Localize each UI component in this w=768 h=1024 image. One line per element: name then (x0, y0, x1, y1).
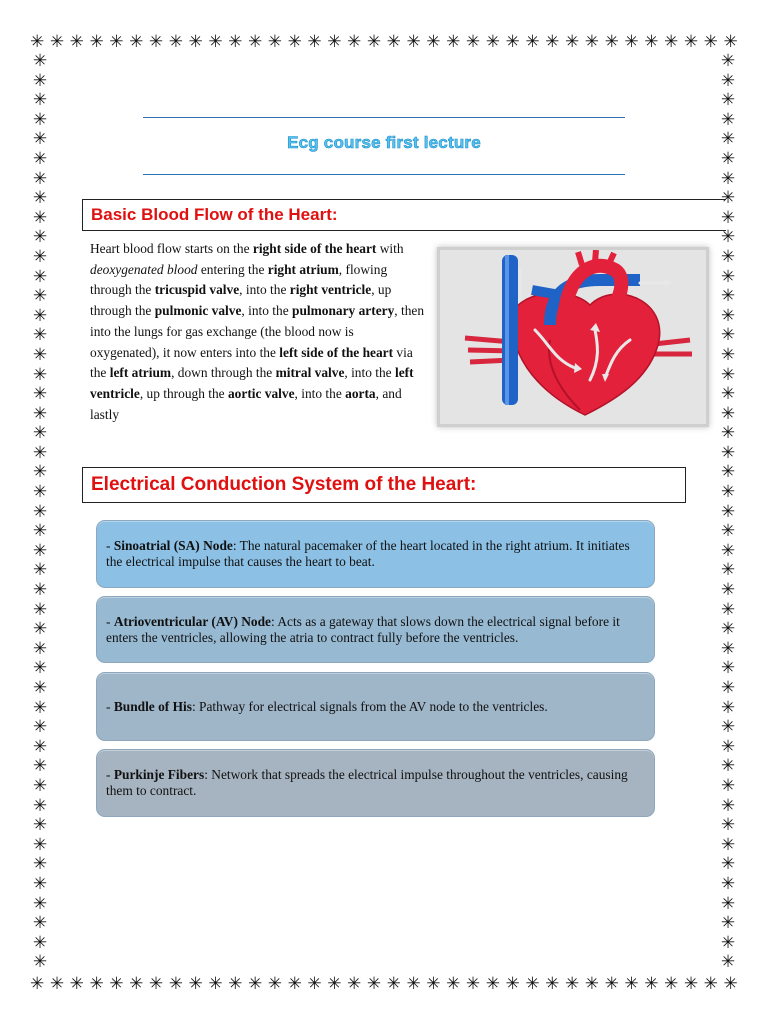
border-star-icon: ✳ (129, 974, 144, 994)
border-star-icon: ✳ (327, 974, 342, 994)
border-star-icon: ✳ (720, 109, 736, 130)
card-term: Atrioventricular (AV) Node (113, 613, 272, 629)
border-star-icon: ✳ (347, 32, 362, 52)
border-star-icon: ✳ (347, 974, 362, 994)
border-star-icon: ✳ (109, 32, 124, 52)
conduction-card-av-node (96, 596, 655, 663)
border-star-icon: ✳ (327, 32, 342, 52)
border-star-icon: ✳ (564, 974, 580, 994)
title-rule-bottom (143, 174, 625, 175)
border-star-icon: ✳ (32, 599, 48, 620)
border-star-icon: ✳ (720, 482, 736, 503)
border-star-icon: ✳ (32, 815, 48, 836)
border-star-icon: ✳ (228, 32, 243, 52)
border-star-icon: ✳ (720, 70, 736, 91)
border-star-icon: ✳ (406, 32, 421, 52)
bold-term: right ventricle (289, 282, 372, 298)
border-star-icon: ✳ (446, 974, 461, 994)
border-star-icon: ✳ (32, 795, 48, 816)
border-star-icon: ✳ (720, 756, 736, 777)
paragraph-text: entering the (197, 261, 268, 277)
border-star-icon: ✳ (720, 795, 736, 816)
border-star-icon: ✳ (32, 384, 48, 405)
border-star-icon: ✳ (366, 32, 382, 52)
border-star-icon: ✳ (32, 51, 48, 71)
border-star-icon: ✳ (32, 344, 48, 365)
border-star-icon: ✳ (32, 873, 48, 894)
blood-flow-paragraph (90, 239, 426, 425)
paragraph-text: , up through the (90, 282, 392, 319)
border-star-icon: ✳ (32, 560, 48, 581)
border-star-icon: ✳ (307, 974, 322, 994)
border-star-icon: ✳ (32, 913, 48, 934)
border-star-icon: ✳ (32, 717, 48, 738)
border-star-icon: ✳ (720, 462, 736, 483)
section-heading-blood-flow: Basic Blood Flow of the Heart: (82, 199, 726, 231)
border-star-icon: ✳ (720, 736, 736, 757)
border-star-icon: ✳ (720, 697, 736, 718)
paragraph-text: , up through the (139, 385, 228, 401)
paragraph-text: , into the (344, 365, 395, 381)
border-star-icon: ✳ (720, 305, 736, 326)
border-star-icon: ✳ (664, 32, 679, 52)
border-right (718, 52, 738, 972)
border-star-icon: ✳ (32, 462, 48, 483)
border-star-icon: ✳ (32, 286, 48, 307)
border-star-icon: ✳ (32, 227, 48, 248)
border-left (30, 52, 50, 972)
card-prefix: - (106, 613, 114, 629)
border-star-icon: ✳ (720, 168, 736, 189)
paragraph-text: , down through the (171, 365, 276, 381)
border-star-icon: ✳ (32, 70, 48, 91)
card-prefix: - (106, 698, 114, 714)
border-star-icon: ✳ (168, 974, 183, 994)
border-star-icon: ✳ (720, 932, 736, 953)
card-term: Bundle of His (113, 698, 192, 714)
conduction-card-purkinje-fibers (96, 749, 655, 817)
border-star-icon: ✳ (32, 619, 48, 640)
border-star-icon: ✳ (584, 974, 599, 994)
bold-term: right atrium (267, 261, 339, 277)
border-star-icon: ✳ (720, 364, 736, 385)
border-star-icon: ✳ (720, 717, 736, 738)
border-star-icon: ✳ (32, 756, 48, 777)
border-star-icon: ✳ (32, 521, 48, 542)
border-star-icon: ✳ (584, 32, 599, 52)
border-star-icon: ✳ (32, 442, 48, 463)
border-star-icon: ✳ (228, 974, 243, 994)
border-star-icon: ✳ (386, 32, 401, 52)
border-top (30, 32, 738, 52)
border-star-icon: ✳ (703, 32, 718, 52)
border-star-icon: ✳ (287, 974, 302, 994)
border-star-icon: ✳ (465, 974, 481, 994)
border-star-icon: ✳ (720, 207, 736, 228)
paragraph-text: Heart blood flow starts on the (90, 241, 253, 256)
card-prefix: - (106, 538, 114, 553)
border-star-icon: ✳ (720, 678, 736, 698)
border-star-icon: ✳ (148, 32, 164, 52)
border-star-icon: ✳ (49, 32, 65, 52)
border-star-icon: ✳ (720, 403, 736, 424)
border-star-icon: ✳ (720, 580, 736, 601)
border-star-icon: ✳ (720, 227, 736, 248)
border-star-icon: ✳ (32, 364, 48, 385)
border-star-icon: ✳ (129, 32, 144, 52)
border-star-icon: ✳ (720, 521, 736, 542)
border-star-icon: ✳ (32, 207, 48, 228)
border-star-icon: ✳ (32, 775, 48, 796)
border-star-icon: ✳ (32, 834, 48, 855)
border-star-icon: ✳ (720, 325, 736, 346)
document-title: Ecg course first lecture (287, 133, 481, 152)
border-star-icon: ✳ (604, 32, 619, 52)
border-star-icon: ✳ (683, 974, 699, 994)
border-star-icon: ✳ (720, 815, 736, 836)
border-star-icon: ✳ (720, 266, 736, 287)
border-star-icon: ✳ (32, 697, 48, 718)
paragraph-text: , and lastly (90, 385, 402, 422)
title-rule-top (143, 117, 625, 118)
border-star-icon: ✳ (32, 638, 48, 659)
border-star-icon: ✳ (720, 540, 736, 561)
card-description: : The natural pacemaker of the heart located in the right atrium. It initiates the electrical impulse that causes the heart to beat. (106, 538, 630, 569)
border-star-icon: ✳ (267, 32, 282, 52)
border-star-icon: ✳ (89, 32, 104, 52)
italic-term: deoxygenated blood (90, 261, 198, 277)
border-star-icon: ✳ (720, 148, 736, 169)
border-star-icon: ✳ (188, 974, 203, 994)
border-star-icon: ✳ (109, 974, 124, 994)
border-star-icon: ✳ (32, 168, 48, 189)
border-star-icon: ✳ (32, 932, 48, 953)
paragraph-text: via the (90, 344, 413, 381)
paragraph-text: , flowing through the (90, 261, 388, 298)
border-star-icon: ✳ (720, 501, 736, 522)
conduction-card-sa-node (96, 520, 655, 588)
paragraph-text: , into the (294, 385, 346, 401)
border-star-icon: ✳ (485, 974, 500, 994)
border-star-icon: ✳ (525, 974, 540, 994)
bold-term: pulmonary artery (292, 303, 395, 319)
card-description: : Network that spreads the electrical impulse throughout the ventricles, causing them to contract. (106, 767, 628, 798)
border-star-icon: ✳ (664, 974, 679, 994)
border-star-icon: ✳ (505, 974, 520, 994)
border-star-icon: ✳ (208, 32, 223, 52)
border-star-icon: ✳ (720, 129, 736, 150)
border-star-icon: ✳ (683, 32, 699, 52)
bold-term: right side of the heart (252, 241, 377, 256)
border-star-icon: ✳ (32, 266, 48, 287)
border-star-icon: ✳ (30, 974, 45, 994)
border-star-icon: ✳ (426, 974, 441, 994)
border-star-icon: ✳ (545, 32, 560, 52)
border-star-icon: ✳ (89, 974, 104, 994)
border-star-icon: ✳ (32, 501, 48, 522)
border-star-icon: ✳ (32, 148, 48, 169)
bold-term: pulmonic valve (154, 303, 242, 319)
border-star-icon: ✳ (720, 913, 736, 934)
border-star-icon: ✳ (465, 32, 481, 52)
bold-term: left atrium (109, 365, 172, 381)
border-star-icon: ✳ (720, 893, 736, 914)
border-star-icon: ✳ (720, 619, 736, 640)
border-star-icon: ✳ (32, 188, 48, 209)
border-star-icon: ✳ (644, 32, 659, 52)
border-star-icon: ✳ (69, 32, 84, 52)
border-star-icon: ✳ (720, 952, 736, 973)
paragraph-text: , into the (241, 303, 292, 319)
bold-term: mitral valve (275, 365, 345, 381)
border-star-icon: ✳ (703, 974, 718, 994)
border-star-icon: ✳ (32, 580, 48, 601)
border-star-icon: ✳ (644, 974, 659, 994)
border-star-icon: ✳ (545, 974, 560, 994)
border-star-icon: ✳ (723, 32, 738, 52)
border-star-icon: ✳ (32, 658, 48, 679)
paragraph-text: , into the (239, 282, 290, 298)
border-star-icon: ✳ (208, 974, 223, 994)
border-star-icon: ✳ (49, 974, 65, 994)
border-star-icon: ✳ (720, 384, 736, 405)
card-term: Sinoatrial (SA) Node (113, 538, 233, 553)
border-star-icon: ✳ (32, 678, 48, 698)
border-star-icon: ✳ (525, 32, 540, 52)
border-star-icon: ✳ (720, 188, 736, 209)
border-star-icon: ✳ (69, 974, 84, 994)
paragraph-text: with (376, 241, 404, 256)
border-star-icon: ✳ (426, 32, 441, 52)
heart-diagram-image (437, 247, 709, 427)
border-star-icon: ✳ (307, 32, 322, 52)
border-star-icon: ✳ (624, 32, 639, 52)
card-prefix: - (106, 767, 114, 782)
border-star-icon: ✳ (188, 32, 203, 52)
border-star-icon: ✳ (720, 286, 736, 307)
border-star-icon: ✳ (32, 90, 48, 111)
border-star-icon: ✳ (720, 344, 736, 365)
border-star-icon: ✳ (32, 540, 48, 561)
border-star-icon: ✳ (148, 974, 164, 994)
conduction-card-bundle-of-his (96, 672, 655, 741)
border-star-icon: ✳ (287, 32, 302, 52)
border-star-icon: ✳ (267, 974, 282, 994)
border-star-icon: ✳ (720, 638, 736, 659)
border-star-icon: ✳ (723, 974, 738, 994)
border-star-icon: ✳ (604, 974, 619, 994)
border-star-icon: ✳ (720, 246, 736, 267)
border-star-icon: ✳ (32, 423, 48, 444)
border-star-icon: ✳ (720, 854, 736, 875)
card-description: : Pathway for electrical signals from the AV node to the ventricles. (191, 698, 548, 714)
border-star-icon: ✳ (32, 952, 48, 973)
border-star-icon: ✳ (32, 403, 48, 424)
border-star-icon: ✳ (32, 305, 48, 326)
bold-term: left ventricle (90, 365, 414, 401)
border-star-icon: ✳ (30, 32, 45, 52)
border-star-icon: ✳ (32, 736, 48, 757)
border-star-icon: ✳ (32, 129, 48, 150)
card-term: Purkinje Fibers (113, 767, 205, 782)
border-star-icon: ✳ (168, 32, 183, 52)
border-star-icon: ✳ (485, 32, 500, 52)
border-star-icon: ✳ (720, 873, 736, 894)
border-star-icon: ✳ (32, 854, 48, 875)
section-heading-conduction: Electrical Conduction System of the Heart: (82, 467, 686, 503)
border-star-icon: ✳ (720, 599, 736, 620)
border-star-icon: ✳ (32, 893, 48, 914)
paragraph-text: , then into the lungs for gas exchange (the blood now is oxygenated), it now enters into the (90, 303, 425, 360)
card-description: : Acts as a gateway that slows down the electrical signal before it enters the ventricles, allowing the atria to contract fully before the ventricles. (106, 613, 620, 645)
border-star-icon: ✳ (247, 974, 263, 994)
bold-term: tricuspid valve (154, 282, 240, 298)
border-star-icon: ✳ (564, 32, 580, 52)
border-star-icon: ✳ (446, 32, 461, 52)
border-star-icon: ✳ (32, 109, 48, 130)
border-bottom (30, 974, 738, 994)
border-star-icon: ✳ (32, 246, 48, 267)
bold-term: aortic valve (227, 385, 295, 401)
border-star-icon: ✳ (406, 974, 421, 994)
border-star-icon: ✳ (366, 974, 382, 994)
border-star-icon: ✳ (386, 974, 401, 994)
border-star-icon: ✳ (32, 325, 48, 346)
border-star-icon: ✳ (32, 482, 48, 503)
border-star-icon: ✳ (720, 423, 736, 444)
border-star-icon: ✳ (247, 32, 263, 52)
border-star-icon: ✳ (720, 560, 736, 581)
bold-term: left side of the heart (279, 344, 394, 360)
border-star-icon: ✳ (720, 51, 736, 71)
border-star-icon: ✳ (624, 974, 639, 994)
border-star-icon: ✳ (505, 32, 520, 52)
border-star-icon: ✳ (720, 658, 736, 679)
border-star-icon: ✳ (720, 775, 736, 796)
border-star-icon: ✳ (720, 834, 736, 855)
border-star-icon: ✳ (720, 442, 736, 463)
border-star-icon: ✳ (720, 90, 736, 111)
bold-term: aorta (345, 385, 376, 401)
